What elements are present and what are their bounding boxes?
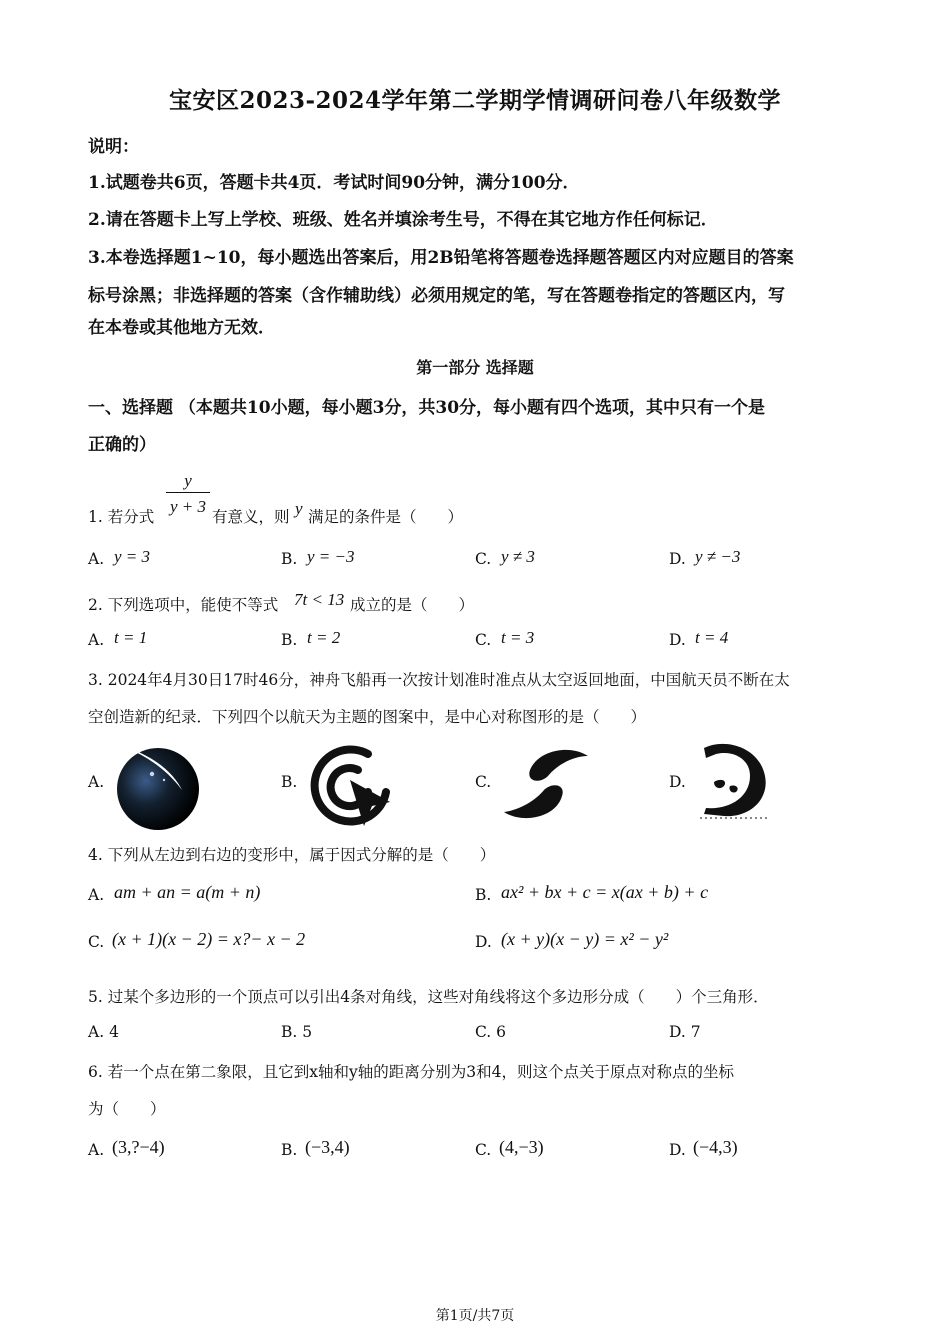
q5-option-d[interactable]: [669, 1023, 701, 1041]
q5-option-b[interactable]: [281, 1023, 312, 1041]
q6-option-b[interactable]: (−3,4): [305, 1137, 350, 1157]
q1-option-d-label: D.: [669, 550, 686, 568]
page-title: 宝安区2023-2024学年第二学期学情调研问卷八年级数学: [168, 87, 782, 114]
q1-option-b-label: B.: [281, 550, 298, 568]
q5-stem: 5. 过某个多边形的一个顶点可以引出4条对角线，这些对角线将这个多边形分成（ ）个三角形．: [88, 988, 769, 1006]
q6-option-d-label: D.: [669, 1141, 686, 1159]
instruction-line-3a: 3.本卷选择题1~10，每小题选出答案后，用2B铅笔将答题卷选择题答题区内对应题目的答案: [88, 248, 794, 268]
q1-option-c-label: C.: [475, 550, 492, 568]
q3-option-b-label: B.: [281, 773, 298, 791]
q4-option-c[interactable]: (x + 1)(x − 2) = x?− x − 2: [112, 929, 306, 949]
q2-option-c[interactable]: t = 3: [501, 628, 535, 647]
q5-option-a-label: A.: [88, 1023, 105, 1041]
q5-option-d-text: 7: [690, 1023, 701, 1041]
q1-option-d[interactable]: y ≠ −3: [695, 547, 741, 566]
q6-option-c-label: C.: [475, 1141, 492, 1159]
q5-option-c-label: C.: [475, 1023, 492, 1041]
q2-prefix: 2. 下列选项中，能使不等式: [88, 596, 279, 614]
instruction-line-3c: 在本卷或其他地方无效．: [88, 318, 275, 338]
q6-option-b-label: B.: [281, 1141, 298, 1159]
q1-option-a-label: A.: [88, 550, 105, 568]
q3-line-2: 空创造新的纪录．下列四个以航天为主题的图案中，是中心对称图形的是（ ）: [88, 708, 647, 726]
q1-option-b[interactable]: y = −3: [307, 547, 355, 566]
q6-line-2: 为（ ）: [88, 1100, 166, 1118]
q3-option-c-label: C.: [475, 773, 492, 791]
q3-line-1: 3. 2024年4月30日17时46分，神舟飞船再一次按计划准时准点从太空返回地面，中国航天员不断在太: [88, 671, 790, 689]
q2-option-d-label: D.: [669, 631, 686, 649]
page-footer: 第1页/共7页: [435, 1308, 515, 1324]
q2-inequality: 7t < 13: [294, 590, 345, 609]
swirl-icon[interactable]: [500, 744, 592, 824]
q1-variable: y: [295, 499, 303, 518]
q2-option-b[interactable]: t = 2: [307, 628, 341, 647]
q4-option-a-label: A.: [88, 886, 105, 904]
target-cursor-icon[interactable]: [306, 740, 396, 830]
q1-fraction: [166, 471, 210, 523]
q1-fraction-denominator: y + 3: [169, 497, 207, 516]
fraction-bar: [166, 492, 210, 493]
q6-option-c[interactable]: (4,−3): [499, 1137, 544, 1157]
q5-option-c-text: 6: [496, 1023, 507, 1041]
section-heading-line-2: 正确的）: [88, 435, 156, 455]
q4-stem: 4. 下列从左边到右边的变形中，属于因式分解的是（ ）: [88, 846, 496, 864]
q4-option-a[interactable]: am + an = a(m + n): [114, 882, 261, 902]
brush-circle-icon[interactable]: [694, 738, 774, 822]
part-heading: 第一部分 选择题: [416, 358, 534, 377]
instruction-line-1: 1.试题卷共6页，答题卡共4页．考试时间90分钟，满分100分．: [88, 173, 580, 193]
q5-option-b-label: B.: [281, 1023, 298, 1041]
instruction-line-2: 2.请在答题卡上写上学校、班级、姓名并填涂考生号，不得在其它地方作任何标记．: [88, 210, 718, 230]
q1-middle: 有意义，则: [212, 508, 290, 526]
instructions-heading: 说明：: [88, 137, 139, 157]
q2-suffix: 成立的是（ ）: [350, 596, 475, 614]
q1-suffix: 满足的条件是（ ）: [308, 508, 464, 526]
q4-option-d-label: D.: [475, 933, 492, 951]
q1-fraction-numerator: y: [184, 471, 192, 490]
q2-option-c-label: C.: [475, 631, 492, 649]
q5-option-b-text: 5: [302, 1023, 313, 1041]
q5-option-a[interactable]: [88, 1023, 119, 1041]
q2-option-b-label: B.: [281, 631, 298, 649]
q1-option-c[interactable]: y ≠ 3: [501, 547, 535, 566]
q2-option-d[interactable]: t = 4: [695, 628, 729, 647]
instruction-line-3b: 标号涂黑；非选择题的答案（含作辅助线）必须用规定的笔，写在答题卷指定的答题区内，写: [88, 286, 785, 306]
q4-option-d[interactable]: (x + y)(x − y) = x² − y²: [501, 929, 669, 949]
q3-option-d-label: D.: [669, 773, 686, 791]
planet-icon[interactable]: [112, 740, 204, 832]
q4-option-c-label: C.: [88, 933, 105, 951]
q5-option-c[interactable]: [475, 1023, 506, 1041]
q5-option-a-text: 4: [109, 1023, 119, 1041]
q1-prefix: 1. 若分式: [88, 508, 155, 526]
q6-option-a-label: A.: [88, 1141, 105, 1159]
q4-option-b-label: B.: [475, 886, 492, 904]
q4-option-b[interactable]: ax² + bx + c = x(ax + b) + c: [501, 882, 709, 902]
q1-option-a[interactable]: y = 3: [114, 547, 151, 566]
q6-line-1: 6. 若一个点在第二象限，且它到x轴和y轴的距离分别为3和4，则这个点关于原点对称点的坐标: [88, 1063, 734, 1081]
q5-option-d-label: D.: [669, 1023, 686, 1041]
q6-option-d[interactable]: (−4,3): [693, 1137, 738, 1157]
q2-option-a-label: A.: [88, 631, 105, 649]
q2-option-a[interactable]: t = 1: [114, 628, 148, 647]
q6-option-a[interactable]: (3,?−4): [112, 1137, 165, 1157]
section-heading-line-1: 一、选择题 （本题共10小题，每小题3分，共30分，每小题有四个选项，其中只有一个是: [88, 398, 766, 418]
q3-option-a-label: A.: [88, 773, 105, 791]
